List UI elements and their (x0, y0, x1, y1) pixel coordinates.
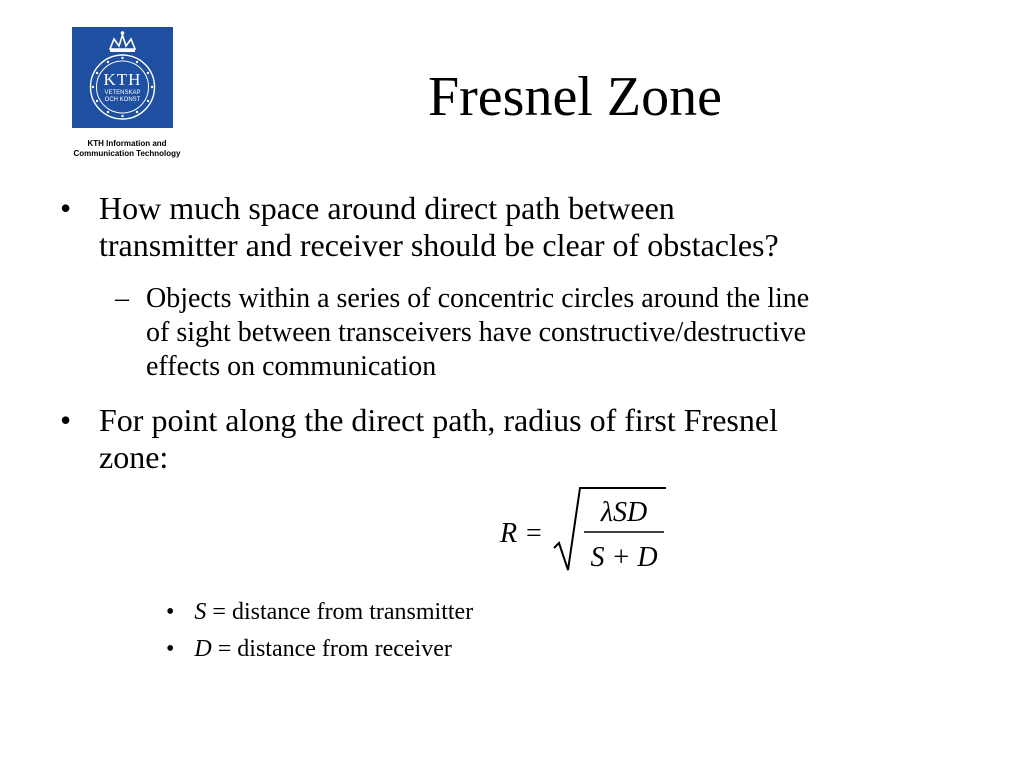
formula-lhs: R (500, 518, 518, 549)
definition-s-symbol: S (194, 599, 207, 625)
fresnel-formula (496, 482, 676, 583)
formula-denominator: S + D (590, 542, 658, 573)
bullet-1-line-1: How much space around direct path between (99, 190, 675, 226)
logo-line2: OCH KONST (104, 97, 141, 103)
bullet-1-marker: • (60, 190, 72, 226)
sub-bullet-1-marker: – (115, 283, 129, 314)
formula-numerator: λSD (600, 497, 648, 528)
logo-name: KTH (103, 70, 142, 89)
definition-d (166, 635, 452, 663)
logo-caption-line2: Communication Technology (73, 149, 181, 158)
logo-line1: VETENSKAP (104, 90, 141, 96)
formula-graphic (496, 482, 676, 578)
definition-s-marker: • (166, 599, 175, 625)
definition-d-symbol: D (194, 636, 212, 662)
bullet-2-line-1: For point along the direct path, radius of first Fresnel (99, 402, 778, 438)
sub-bullet-1-line-2: of sight between transceivers have constructive/destructive (146, 317, 807, 348)
kth-logo (72, 27, 173, 128)
definition-s (166, 598, 473, 626)
sub-bullet-1-line-3: effects on communication (146, 351, 437, 382)
logo-caption-line1: KTH Information and (87, 139, 167, 148)
formula-equals: = (526, 518, 542, 549)
bullet-1-line-2: transmitter and receiver should be clear of obstacles? (99, 227, 779, 263)
definition-d-marker: • (166, 636, 175, 662)
sub-bullet-1-line-1: Objects within a series of concentric circles around the line (146, 283, 810, 314)
bullet-2-line-2: zone: (99, 439, 169, 475)
logo-caption (52, 139, 202, 159)
bullet-2-marker: • (60, 402, 72, 438)
slide-title: Fresnel Zone (428, 66, 722, 128)
definition-s-text: = distance from transmitter (206, 599, 474, 625)
definition-d-text: = distance from receiver (211, 636, 452, 662)
